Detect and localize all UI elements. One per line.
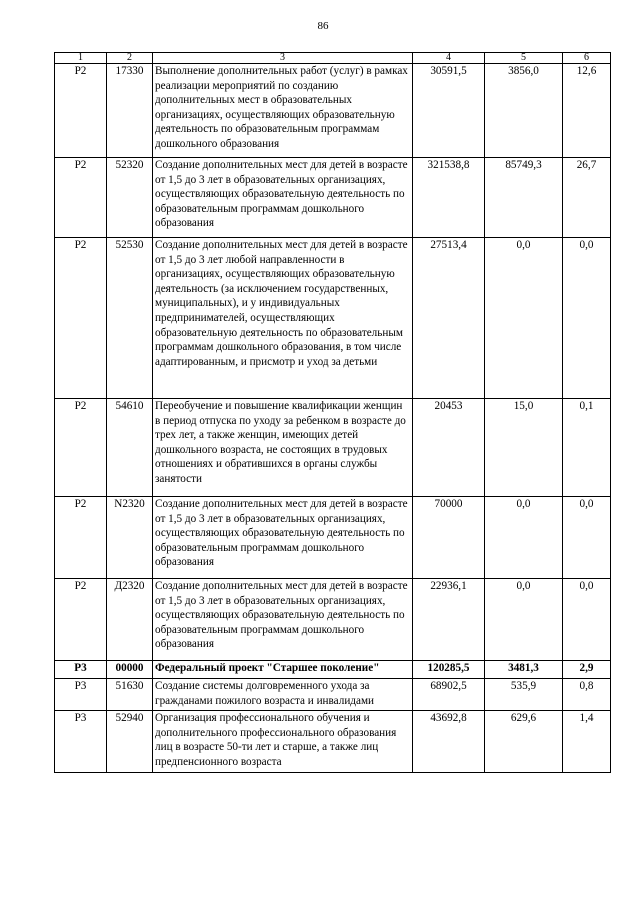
- execution-percent: 0,1: [563, 399, 611, 497]
- actual-amount: 0,0: [485, 579, 563, 661]
- page-number: 86: [317, 20, 329, 32]
- column-header-1: 1: [55, 53, 107, 64]
- execution-percent: 0,0: [563, 497, 611, 579]
- item-description: Выполнение дополнительных работ (услуг) в рамках реализации мероприятий по созданию дополнительных мест в образовательных организациях, осуществляющих образовательную деятельность по образовательным программам дошкольного образования: [153, 64, 413, 158]
- planned-amount: 22936,1: [413, 579, 485, 661]
- planned-amount: 68902,5: [413, 679, 485, 711]
- item-code: 52530: [107, 238, 153, 399]
- planned-amount: 30591,5: [413, 64, 485, 158]
- item-description: Создание дополнительных мест для детей в возрасте от 1,5 до 3 лет в образовательных организациях, осуществляющих образовательную деятельность по образовательным программам дошкольного образования: [153, 579, 413, 661]
- item-code: 54610: [107, 399, 153, 497]
- section-code: Р3: [55, 679, 107, 711]
- execution-percent: 0,8: [563, 679, 611, 711]
- actual-amount: 3856,0: [485, 64, 563, 158]
- table-row: [55, 711, 611, 773]
- item-code: N2320: [107, 497, 153, 579]
- section-code: Р2: [55, 579, 107, 661]
- actual-amount: 85749,3: [485, 158, 563, 238]
- item-code: 00000: [107, 661, 153, 679]
- actual-amount: 0,0: [485, 497, 563, 579]
- item-description: Федеральный проект "Старшее поколение": [153, 661, 413, 679]
- column-header-5: 5: [485, 53, 563, 64]
- planned-amount: 70000: [413, 497, 485, 579]
- table-row: [55, 579, 611, 661]
- item-code: 51630: [107, 679, 153, 711]
- actual-amount: 15,0: [485, 399, 563, 497]
- item-code: Д2320: [107, 579, 153, 661]
- actual-amount: 629,6: [485, 711, 563, 773]
- planned-amount: 120285,5: [413, 661, 485, 679]
- table-header-row: [55, 53, 611, 64]
- item-description: Переобучение и повышение квалификации женщин в период отпуска по уходу за ребенком в возрасте до трех лет, а также женщин, имеющих детей дошкольного возраста, не состоящих в трудовых отношениях и обратившихся в органы службы занятости: [153, 399, 413, 497]
- table-row: [55, 158, 611, 238]
- section-code: Р2: [55, 158, 107, 238]
- planned-amount: 321538,8: [413, 158, 485, 238]
- column-header-3: 3: [153, 53, 413, 64]
- item-description: Создание дополнительных мест для детей в возрасте от 1,5 до 3 лет любой направленности в организациях, осуществляющих образовательную деятельность (за исключением государственных, муниципальных), и у индивидуальных предпринимателей, осуществляющих образовательную деятельность по образовательным программам дошкольного образования, в том числе адаптированным, и присмотр и уход за детьми: [153, 238, 413, 399]
- planned-amount: 27513,4: [413, 238, 485, 399]
- item-description: Организация профессионального обучения и дополнительного профессионального образования лиц в возрасте 50-ти лет и старше, а также лиц предпенсионного возраста: [153, 711, 413, 773]
- table-row: [55, 497, 611, 579]
- item-code: 17330: [107, 64, 153, 158]
- planned-amount: 43692,8: [413, 711, 485, 773]
- item-description: Создание системы долговременного ухода за гражданами пожилого возраста и инвалидами: [153, 679, 413, 711]
- execution-percent: 2,9: [563, 661, 611, 679]
- actual-amount: 3481,3: [485, 661, 563, 679]
- actual-amount: 0,0: [485, 238, 563, 399]
- planned-amount: 20453: [413, 399, 485, 497]
- budget-table: [54, 52, 611, 773]
- section-code: Р2: [55, 64, 107, 158]
- table-row: [55, 64, 611, 158]
- execution-percent: 12,6: [563, 64, 611, 158]
- section-code: Р2: [55, 497, 107, 579]
- section-code: Р3: [55, 661, 107, 679]
- table-row: [55, 238, 611, 399]
- execution-percent: 1,4: [563, 711, 611, 773]
- actual-amount: 535,9: [485, 679, 563, 711]
- column-header-6: 6: [563, 53, 611, 64]
- section-code: Р2: [55, 238, 107, 399]
- table-row: [55, 679, 611, 711]
- section-code: Р3: [55, 711, 107, 773]
- table-row: [55, 399, 611, 497]
- table-row-total: [55, 661, 611, 679]
- column-header-4: 4: [413, 53, 485, 64]
- item-description: Создание дополнительных мест для детей в возрасте от 1,5 до 3 лет в образовательных организациях, осуществляющих образовательную деятельность по образовательным программам дошкольного образования: [153, 158, 413, 238]
- item-code: 52940: [107, 711, 153, 773]
- column-header-2: 2: [107, 53, 153, 64]
- execution-percent: 0,0: [563, 579, 611, 661]
- item-description: Создание дополнительных мест для детей в возрасте от 1,5 до 3 лет в образовательных организациях, осуществляющих образовательную деятельность по образовательным программам дошкольного образования: [153, 497, 413, 579]
- execution-percent: 26,7: [563, 158, 611, 238]
- execution-percent: 0,0: [563, 238, 611, 399]
- section-code: Р2: [55, 399, 107, 497]
- item-code: 52320: [107, 158, 153, 238]
